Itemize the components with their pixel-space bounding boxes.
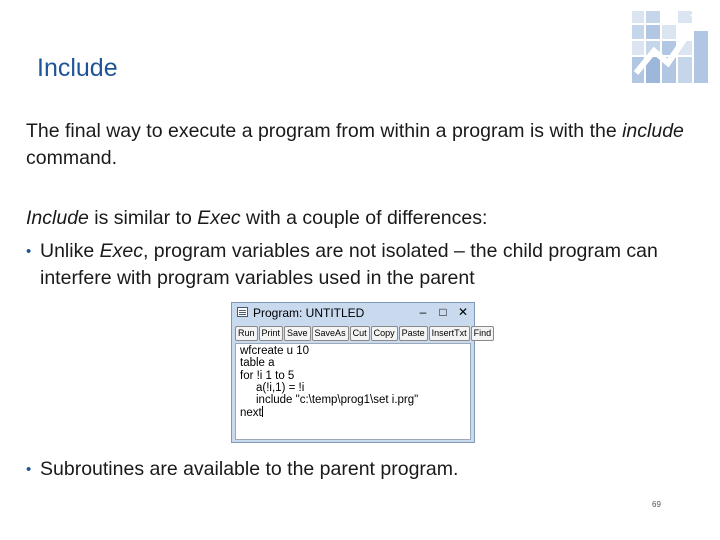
- minimize-icon[interactable]: –: [419, 305, 427, 319]
- program-editor-window[interactable]: [231, 302, 492, 443]
- diff-text-b: with a couple of differences:: [240, 207, 488, 229]
- exec-keyword-2: Exec: [99, 240, 143, 262]
- code-line: for !i 1 to 5: [240, 369, 295, 382]
- bullet-item-variables: [26, 238, 696, 292]
- window-titlebar[interactable]: [232, 303, 474, 324]
- code-line: a(!i,1) = !i: [256, 381, 305, 394]
- save-as-button[interactable]: SaveAs: [312, 326, 349, 341]
- program-window-icon[interactable]: [237, 307, 248, 317]
- bullet-item-subroutines: [26, 456, 696, 483]
- include-keyword-2: Include: [26, 207, 89, 229]
- copy-button[interactable]: Copy: [371, 326, 398, 341]
- intro-paragraph: [26, 118, 686, 172]
- diff-text-a: is similar to: [88, 207, 198, 229]
- insert-text-button[interactable]: InsertTxt: [429, 326, 470, 341]
- maximize-icon[interactable]: □: [439, 305, 447, 319]
- cut-button[interactable]: Cut: [350, 326, 370, 341]
- intro-text-a: The final way to execute a program from within a program is with the: [26, 120, 623, 142]
- bullet-text: Subroutines are available to the parent program.: [40, 458, 459, 480]
- code-line: include "c:\temp\prog1\set i.prg": [256, 394, 419, 407]
- intro-text-b: command.: [26, 147, 118, 169]
- editor-toolbar: [235, 326, 492, 341]
- bullet1-text-a: Unlike: [40, 240, 100, 262]
- slide-title: Include: [37, 54, 118, 82]
- text-cursor: [262, 406, 263, 417]
- save-button[interactable]: Save: [284, 326, 311, 341]
- run-button[interactable]: Run: [235, 326, 258, 341]
- paste-button[interactable]: Paste: [399, 326, 428, 341]
- bullet1-text-b: , program variables are not isolated – the child program can interfere with program variables used in the parent: [40, 240, 658, 289]
- differences-paragraph: [26, 205, 487, 232]
- include-keyword: include: [622, 120, 684, 142]
- page-number: 69: [652, 500, 661, 509]
- rising-chart-logo-icon: [632, 11, 708, 83]
- bullet-glyph: •: [26, 243, 32, 260]
- exec-keyword: Exec: [197, 207, 241, 229]
- code-line-current: [240, 406, 466, 419]
- print-button[interactable]: Print: [259, 326, 284, 341]
- code-line-text: next: [240, 407, 262, 420]
- bullet-text: [26, 238, 696, 292]
- code-line: wfcreate u 10: [240, 345, 310, 357]
- find-button[interactable]: Find: [471, 326, 495, 341]
- code-editor[interactable]: [235, 343, 471, 440]
- window-title: Program: UNTITLED: [253, 306, 365, 320]
- bullet-glyph: •: [26, 461, 32, 478]
- close-icon[interactable]: ✕: [457, 305, 469, 319]
- code-line: table a: [240, 357, 275, 370]
